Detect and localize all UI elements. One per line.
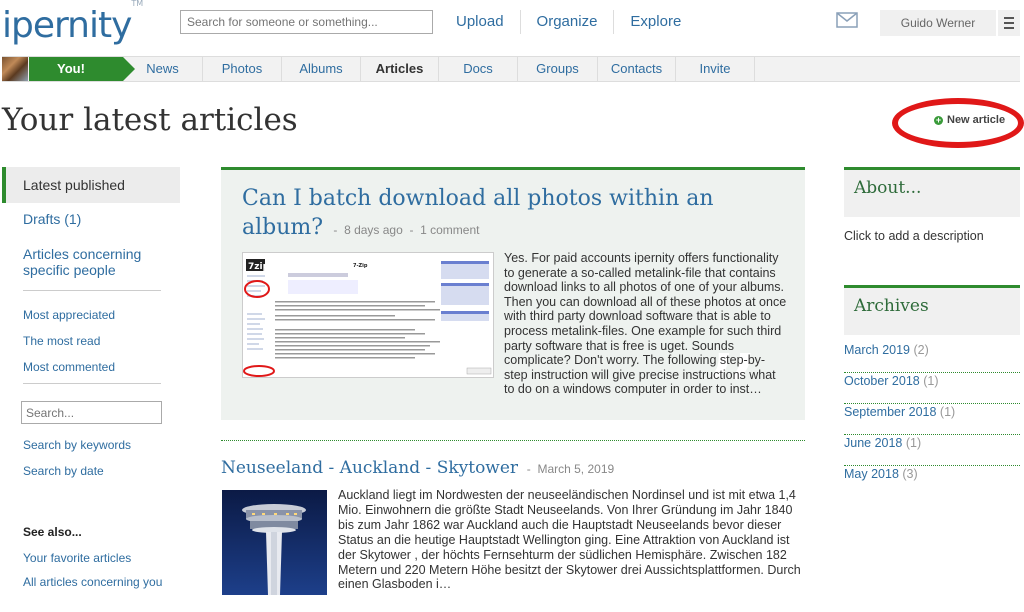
section-tab-bar [2, 56, 1020, 82]
tab-news[interactable]: News [123, 57, 203, 81]
article-title [242, 184, 762, 245]
tab-docs[interactable]: Docs [439, 57, 518, 81]
quote-icon: ” [703, 331, 760, 459]
archive-item[interactable] [844, 342, 1020, 373]
featured-article-card [221, 167, 805, 459]
tab-contacts[interactable]: Contacts [598, 57, 676, 81]
screenshot-thumbnail-image [243, 253, 494, 378]
ipernity-logo[interactable] [2, 2, 143, 46]
tab-albums[interactable]: Albums [282, 57, 361, 81]
sidebar-item-concerning-people[interactable]: Articles concerning specific people [23, 246, 142, 278]
sidebar-item-drafts[interactable]: Drafts (1) [23, 211, 82, 227]
thumb-logo-text: 7zip [248, 262, 270, 272]
tab-groups[interactable]: Groups [518, 57, 598, 81]
top-bar [0, 0, 1024, 46]
archive-month[interactable]: September 2018 [844, 405, 937, 419]
tab-photos[interactable]: Photos [203, 57, 282, 81]
article-meta: - 8 days ago - 1 comment [330, 223, 480, 237]
article-excerpt: Auckland liegt im Nordwesten der neuseeländischen Nordinsel und ist mit etwa 1,4 Mio. Einwohnern die größte Stadt Neuseelands. Von Ihrer Gründung im Jahr 1840 bis zum Jahr 1862 war Auckland auch die Hauptstadt Neuseelands bevor dieser Status an die heutige Hauptstadt Wellington ging. Eine Attraktion von Auckland ist der Skytower , der höchts Fernsehturm der südlichen Hemisphäre. Zwischen 182 Metern und 220 Metern Höhe besitzt der Skytower drei Aussichtsplattformen. Durch einen Glasboden i… [338, 488, 801, 592]
article-date: 8 days ago [344, 223, 403, 237]
sidebar-link-most-read[interactable]: The most read [23, 334, 101, 348]
article-thumbnail[interactable] [242, 252, 494, 378]
articles-sidebar [2, 167, 180, 589]
archive-count: (1) [923, 374, 939, 388]
article-title-link[interactable]: Neuseeland - Auckland - Skytower [221, 458, 519, 478]
archive-count: (3) [902, 467, 918, 481]
sidebar-link-search-keywords[interactable]: Search by keywords [23, 438, 132, 452]
global-search-input[interactable] [180, 10, 433, 34]
divider [23, 383, 161, 384]
sidebar-item-latest-published[interactable]: Latest published [2, 167, 180, 203]
sidebar-link-most-appreciated[interactable]: Most appreciated [23, 308, 116, 322]
user-menu[interactable]: Guido Werner [880, 10, 996, 36]
article-title-link[interactable]: Can I batch download all photos within an album? [242, 186, 714, 240]
avatar[interactable] [2, 57, 28, 81]
logo-text: ipernity [2, 5, 132, 46]
article-separator [221, 440, 805, 441]
archive-item[interactable] [844, 404, 1020, 435]
see-also-heading: See also... [23, 525, 82, 539]
tab-invite[interactable]: Invite [676, 57, 755, 81]
article-meta: - March 5, 2019 [523, 462, 615, 476]
new-article-label: New article [947, 114, 1006, 126]
archive-item[interactable] [844, 466, 1020, 497]
article-title [221, 458, 614, 478]
nav-organize[interactable]: Organize [520, 10, 614, 34]
archive-month[interactable]: March 2019 [844, 343, 911, 357]
archive-item[interactable] [844, 435, 1020, 466]
article-date: March 5, 2019 [537, 462, 615, 476]
nav-explore[interactable]: Explore [613, 10, 697, 34]
sidebar-link-search-date[interactable]: Search by date [23, 464, 104, 478]
divider [23, 290, 161, 291]
tab-you[interactable]: You! [29, 57, 123, 81]
archive-month[interactable]: October 2018 [844, 374, 920, 388]
archive-item[interactable] [844, 373, 1020, 404]
sidebar-link-favorite-articles[interactable]: Your favorite articles [23, 551, 132, 565]
new-article-highlight [892, 98, 1024, 148]
plus-icon: + [935, 114, 942, 125]
skytower-thumbnail[interactable] [222, 490, 327, 595]
nav-upload[interactable]: Upload [456, 13, 504, 30]
archives-list [844, 342, 1020, 497]
article-search-input[interactable] [21, 401, 162, 424]
top-nav [440, 10, 697, 34]
archive-count: (2) [913, 343, 929, 357]
tab-articles[interactable]: Articles [361, 57, 439, 81]
hamburger-menu-icon[interactable] [998, 10, 1020, 36]
about-description[interactable]: Click to add a description [844, 229, 984, 243]
article-comments-link[interactable]: 1 comment [420, 223, 480, 237]
sidebar-link-most-commented[interactable]: Most commented [23, 360, 116, 374]
archive-count: (1) [939, 405, 956, 419]
archives-heading: Archives [844, 285, 1020, 335]
skytower-image [222, 490, 327, 595]
article-excerpt: Yes. For paid accounts ipernity offers functionality to generate a so-called metalink-file that contains download links to all photos of one of your albums. Then you can download all of these photos at once with third party download software that is able to process metalink-files. One example for such third party software that is free is uget. Sounds complicate? Don't worry. The following step-by-step instruction will give precise instructions what to do on a windows computer in order to inst… [504, 251, 787, 397]
page-title: Your latest articles [2, 102, 298, 138]
about-heading: About... [844, 167, 1020, 217]
mail-icon[interactable] [836, 12, 858, 28]
thumb-heading: 7-Zip [353, 263, 368, 269]
sidebar-link-articles-concerning-you[interactable]: All articles concerning you [23, 575, 163, 589]
archive-count: (1) [905, 436, 922, 450]
logo-trademark: TM [131, 0, 144, 8]
archive-month[interactable]: May 2018 [844, 467, 899, 481]
archive-month[interactable]: June 2018 [844, 436, 903, 450]
tab-list [123, 57, 755, 81]
new-article-button[interactable] [934, 114, 1005, 126]
